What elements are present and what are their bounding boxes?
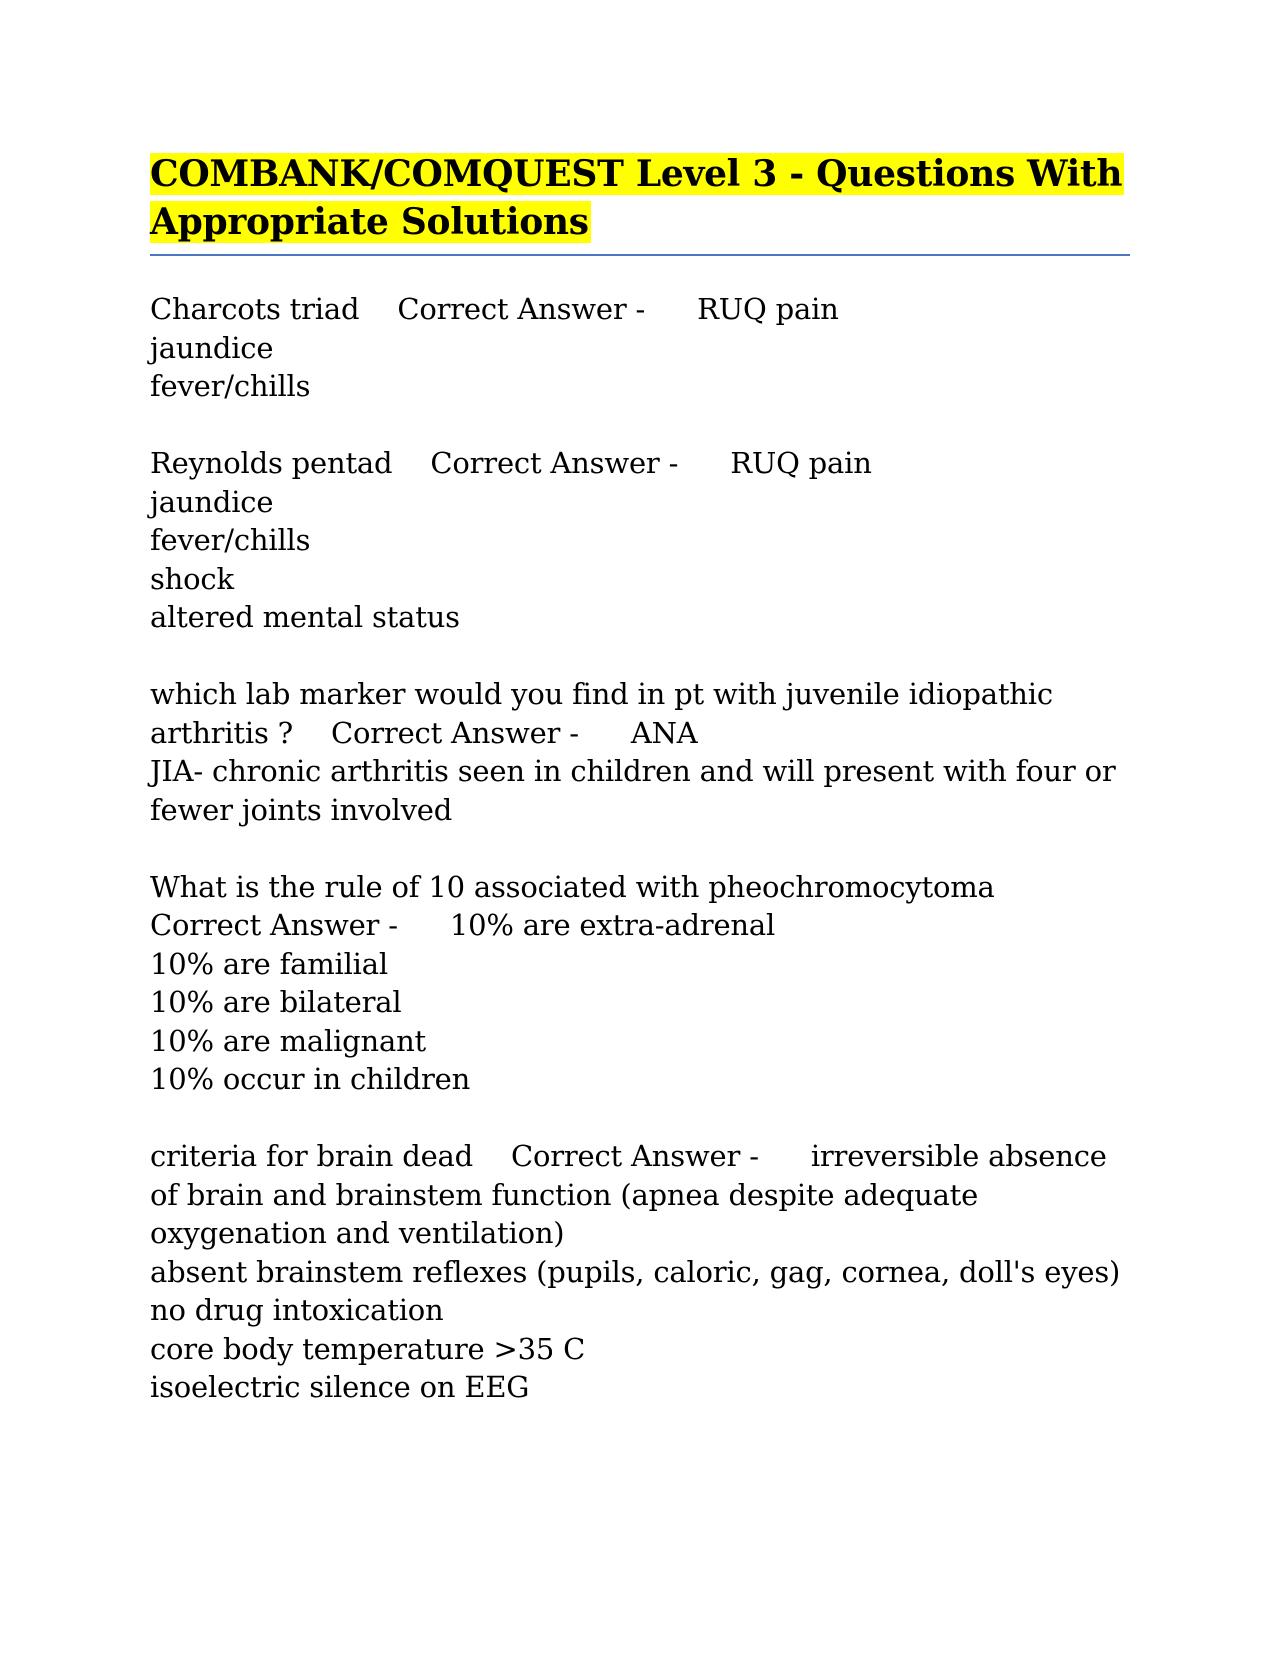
answer-first-line: irreversible absence of brain and brainstem function (apnea despite adequate oxygenation and ventilation) bbox=[150, 1139, 1107, 1250]
title-line-1: COMBANK/COMQUEST Level 3 - Questions With bbox=[150, 153, 1123, 195]
qa-item bbox=[150, 868, 1130, 1099]
qa-item bbox=[150, 444, 1130, 637]
answer-line: JIA- chronic arthritis seen in children and will present with four or fewer joints involved bbox=[150, 754, 1116, 827]
qa-item bbox=[150, 290, 1130, 406]
answer-first-line: 10% are extra-adrenal bbox=[449, 908, 776, 942]
qa-item bbox=[150, 1137, 1130, 1407]
answer-line: 10% are bilateral bbox=[150, 985, 402, 1019]
answer-label: Correct Answer - bbox=[150, 908, 398, 942]
answer-line: core body temperature >35 C bbox=[150, 1331, 586, 1366]
answer-label: Correct Answer - bbox=[397, 292, 646, 326]
answer-line: jaundice bbox=[150, 484, 274, 519]
answer-line: fever/chills bbox=[150, 369, 311, 403]
question-text: What is the rule of 10 associated with pheochromocytoma bbox=[150, 869, 995, 904]
answer-line: jaundice bbox=[150, 330, 274, 365]
qa-item bbox=[150, 675, 1130, 829]
answer-line: altered mental status bbox=[150, 600, 460, 634]
title-underline-rule bbox=[150, 254, 1130, 256]
document-title bbox=[150, 150, 1130, 246]
answer-first-line: RUQ pain bbox=[697, 292, 839, 326]
answer-label: Correct Answer - bbox=[510, 1139, 759, 1173]
answer-line: isoelectric silence on EEG bbox=[150, 1370, 530, 1404]
answer-first-line: ANA bbox=[630, 715, 698, 750]
question-text: criteria for brain dead bbox=[150, 1139, 473, 1173]
qa-list bbox=[150, 290, 1130, 1407]
answer-first-line: RUQ pain bbox=[730, 446, 872, 480]
document-page bbox=[150, 150, 1130, 1445]
question-text: which lab marker would you find in pt with juvenile idiopathic arthritis ? bbox=[150, 677, 1053, 750]
answer-line: 10% are malignant bbox=[150, 1023, 427, 1058]
question-text: Charcots triad bbox=[150, 292, 360, 326]
answer-line: shock bbox=[150, 561, 234, 596]
title-line-2: Appropriate Solutions bbox=[150, 201, 589, 243]
answer-line: absent brainstem reflexes (pupils, caloric, gag, cornea, doll's eyes) bbox=[150, 1254, 1121, 1289]
answer-line: 10% occur in children bbox=[150, 1062, 471, 1096]
answer-label: Correct Answer - bbox=[331, 715, 579, 750]
answer-line: 10% are familial bbox=[150, 946, 388, 981]
question-text: Reynolds pentad bbox=[150, 446, 393, 480]
answer-line: fever/chills bbox=[150, 523, 311, 557]
answer-line: no drug intoxication bbox=[150, 1293, 444, 1327]
answer-label: Correct Answer - bbox=[430, 446, 679, 480]
